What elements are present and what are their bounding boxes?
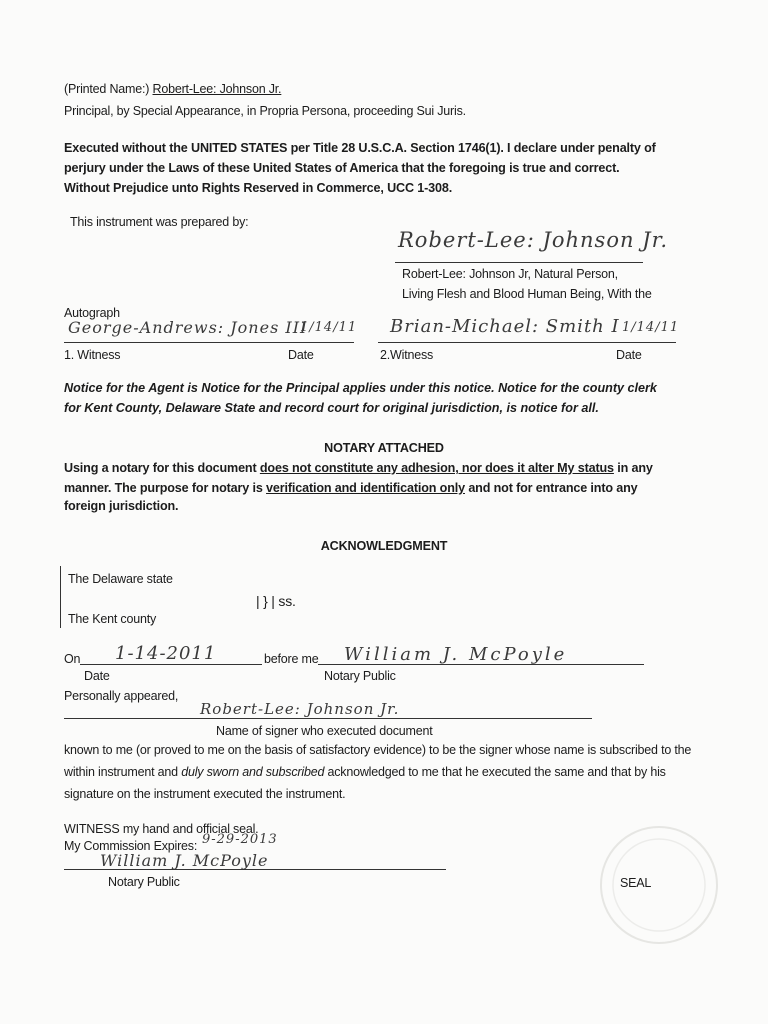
witness-1-line bbox=[64, 342, 354, 343]
notary-paragraph-line-2 bbox=[64, 481, 638, 495]
venue-ss: | } | ss. bbox=[256, 593, 296, 609]
witness-2-line bbox=[378, 342, 676, 343]
ack-body-2b: acknowledged to me that he executed the same and that by his bbox=[324, 765, 666, 779]
ack-date-value: 1-14-2011 bbox=[115, 643, 217, 664]
witness-1-label: 1. Witness bbox=[64, 348, 121, 362]
declaration-line-3: Without Prejudice unto Rights Reserved in Commerce, UCC 1-308. bbox=[64, 181, 453, 195]
ack-date-line bbox=[80, 664, 262, 665]
witness-1-signature: George-Andrews: Jones III bbox=[68, 318, 308, 337]
notary-heading: NOTARY ATTACHED bbox=[324, 441, 444, 455]
on-label: On bbox=[64, 652, 81, 666]
witness-2-date: 1/14/11 bbox=[622, 320, 680, 335]
notary-paragraph-line-3: foreign jurisdiction. bbox=[64, 499, 179, 513]
signer-name-caption: Name of signer who executed document bbox=[216, 724, 433, 738]
declaration-line-2: perjury under the Laws of these United States of America that the foregoing is true and correct. bbox=[64, 161, 620, 175]
printed-name-label: (Printed Name:) bbox=[64, 82, 150, 96]
witness-2-label: 2.Witness bbox=[380, 348, 434, 362]
notary-p2-underline: verification and identification only bbox=[266, 481, 465, 495]
prepared-by-label: This instrument was prepared by: bbox=[70, 215, 249, 229]
commission-expires-value: 9-29-2013 bbox=[202, 832, 278, 847]
notary-public-caption: Notary Public bbox=[324, 669, 396, 683]
ack-body-line-3: signature on the instrument executed the instrument. bbox=[64, 787, 346, 801]
printed-name-line bbox=[64, 82, 281, 96]
declaration-line-1: Executed without the UNITED STATES per Title 28 U.S.C.A. Section 1746(1). I declare under penalty of bbox=[64, 141, 656, 155]
ack-body-line-1: known to me (or proved to me on the basis of satisfactory evidence) to be the signer whose name is subscribed to the bbox=[64, 743, 692, 757]
embossed-seal-icon bbox=[594, 820, 724, 950]
venue-state: The Delaware state bbox=[68, 572, 173, 586]
notary-signature-line bbox=[64, 869, 446, 870]
acknowledgment-heading: ACKNOWLEDGMENT bbox=[320, 539, 448, 553]
commission-expires-label: My Commission Expires: bbox=[64, 839, 198, 853]
witness-2-date-label: Date bbox=[616, 348, 642, 362]
personally-appeared: Personally appeared, bbox=[64, 689, 179, 703]
witness-1-date: 1/14/11 bbox=[300, 320, 358, 335]
notice-line-2: for Kent County, Delaware State and record court for original jurisdiction, is notice for all. bbox=[64, 401, 599, 415]
notary-name-value: William J. McPoyle bbox=[344, 644, 568, 665]
autograph-label: Autograph bbox=[64, 306, 120, 320]
venue-county: The Kent county bbox=[68, 612, 157, 626]
ack-body-2-italic: duly sworn and subscribed bbox=[181, 765, 325, 779]
signer-name-line bbox=[64, 718, 592, 719]
printed-name-value: Robert-Lee: Johnson Jr. bbox=[152, 82, 282, 96]
principal-line: Principal, by Special Appearance, in Propria Persona, proceeding Sui Juris. bbox=[64, 104, 466, 118]
notice-line-1: Notice for the Agent is Notice for the Principal applies under this notice. Notice for the county clerk bbox=[64, 381, 657, 395]
notary-p2-a: manner. The purpose for notary is bbox=[64, 481, 267, 495]
notary-p1-underline: does not constitute any adhesion, nor does it alter My status bbox=[259, 461, 614, 475]
witness-hand-seal: WITNESS my hand and official seal. bbox=[64, 822, 259, 836]
ack-body-2a: within instrument and bbox=[64, 765, 182, 779]
venue-bracket bbox=[60, 566, 61, 628]
before-me-label: before me bbox=[264, 652, 319, 666]
preparer-caption-1: Robert-Lee: Johnson Jr, Natural Person, bbox=[402, 267, 618, 281]
notary-p2-b: and not for entrance into any bbox=[464, 481, 638, 495]
witness-2-signature: Brian-Michael: Smith I bbox=[390, 316, 620, 337]
witness-1-date-label: Date bbox=[288, 348, 314, 362]
seal-label: SEAL bbox=[620, 876, 652, 890]
preparer-signature: Robert-Lee: Johnson Jr. bbox=[398, 228, 669, 252]
notary-public-label: Notary Public bbox=[108, 875, 180, 889]
preparer-caption-2: Living Flesh and Blood Human Being, With the bbox=[402, 287, 652, 301]
notary-p1-b: in any bbox=[613, 461, 653, 475]
preparer-signature-line bbox=[395, 262, 643, 263]
signer-name-value: Robert-Lee: Johnson Jr. bbox=[200, 700, 400, 718]
notary-signature: William J. McPoyle bbox=[100, 851, 269, 870]
notary-paragraph-line-1 bbox=[64, 461, 653, 475]
notary-p1-a: Using a notary for this document bbox=[64, 461, 260, 475]
date-caption: Date bbox=[84, 669, 110, 683]
ack-body-line-2 bbox=[64, 765, 666, 779]
